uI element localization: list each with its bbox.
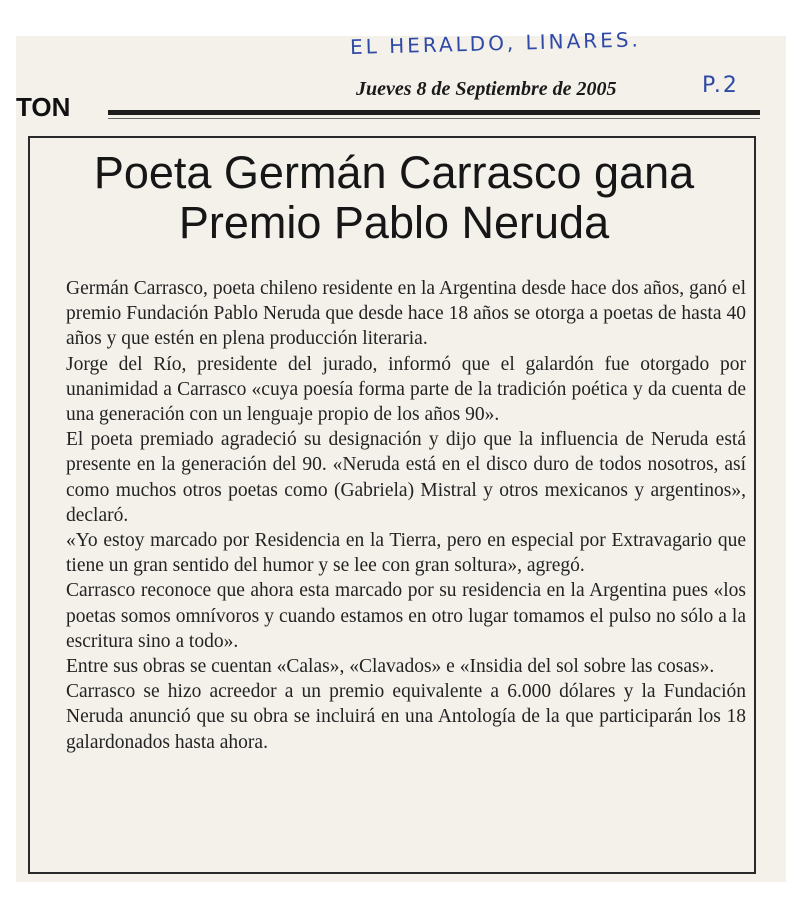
article-paragraph: El poeta premiado agradeció su designación y dijo que la influencia de Neruda está presente en la generación del 90. «Neruda está en el disco duro de todos nosotros, así como muchos otros poetas como (Gabriela) Mistral y otros mexicanos y argentinos», declaró. <box>66 429 746 526</box>
article-paragraph: Carrasco reconoce que ahora esta marcado por su residencia en la Argentina pues «los poetas somos omnívoros y cuando estamos en otro lugar tomamos el pulso no sólo a la escritura sino a todo». <box>66 580 746 652</box>
article-paragraph: Jorge del Río, presidente del jurado, informó que el galardón fue otorgado por unanimidad a Carrasco «cuya poesía forma parte de la tradición poética y da cuenta de una generación con un lenguaje propio de los años 90». <box>66 353 746 426</box>
header-rule <box>108 110 760 115</box>
handwritten-page-note: P.2 <box>702 73 739 98</box>
handwritten-source-note: EL HERALDO, LINARES. <box>349 27 642 59</box>
article-body <box>66 276 746 755</box>
article-paragraph: Entre sus obras se cuentan «Calas», «Clavados» e «Insidia del sol sobre las cosas». <box>66 656 715 678</box>
header-rule-thin <box>108 118 760 119</box>
article-paragraph: «Yo estoy marcado por Residencia en la Tierra, pero en especial por Extravagario que tiene un gran sentido del humor y se lee con gran soltura», agregó. <box>66 530 746 577</box>
article-paragraph: Carrasco se hizo acreedor a un premio equivalente a 6.000 dólares y la Fundación Neruda anunció que su obra se incluirá en una Antología de la que participarán los 18 galardonados hasta ahora. <box>66 681 746 753</box>
section-tag: TON <box>16 92 71 122</box>
article-headline: Poeta Germán Carrasco gana Premio Pablo Neruda <box>93 147 695 248</box>
article-paragraph: Germán Carrasco, poeta chileno residente en la Argentina desde hace dos años, ganó el premio Fundación Pablo Neruda que desde hace 18 años se otorga a poetas de hasta 40 años y que estén en plena producción literaria. <box>66 278 746 350</box>
dateline: Jueves 8 de Septiembre de 2005 <box>356 78 617 100</box>
